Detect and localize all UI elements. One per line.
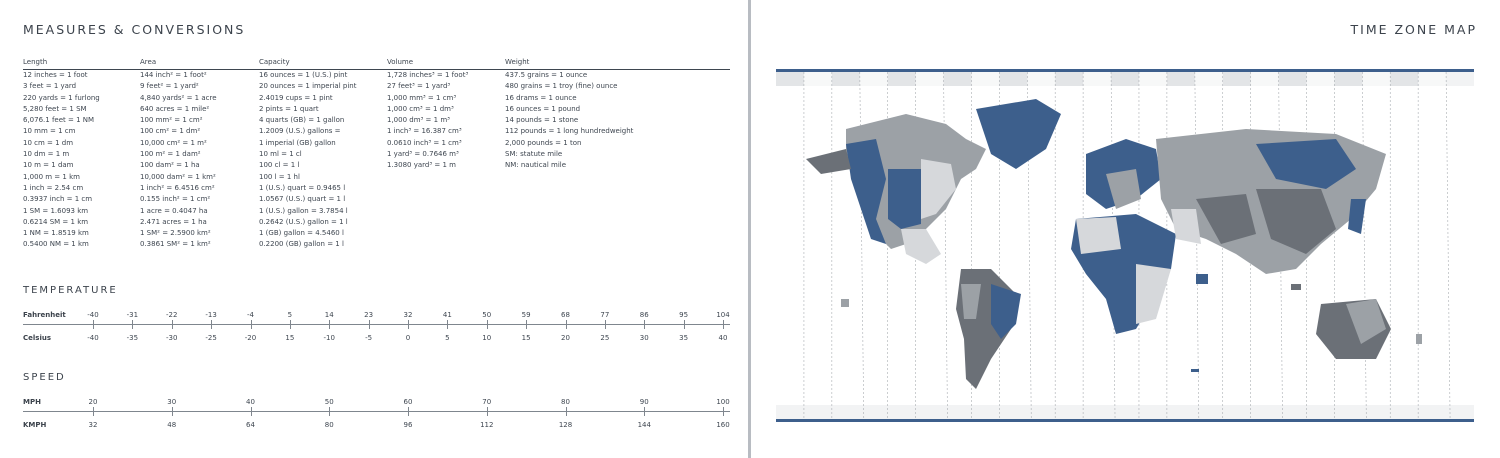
conversion-item: 437.5 grains = 1 ounce (505, 71, 588, 79)
conversion-item: 100 m² = 1 dam² (140, 150, 201, 159)
time-zone-world-map (776, 69, 1474, 422)
scale-bottom-value: 160 (716, 421, 730, 429)
conversion-item: 10,000 dam² = 1 km² (140, 172, 216, 181)
column-header: Volume (387, 58, 414, 66)
conversion-item: 6,076.1 feet = 1 NM (23, 116, 95, 125)
scale-top-value: 14 (324, 311, 334, 319)
speed-axis (23, 411, 730, 412)
scale-tick (408, 407, 409, 416)
scale-bottom-value: -20 (244, 334, 257, 342)
conversion-item: 1.2009 (U.S.) gallons = (259, 127, 341, 136)
scale-top-value: 23 (364, 311, 374, 319)
conversion-item: 1 SM = 1.6093 km (23, 206, 89, 215)
conversion-item: 100 cl = 1 l (259, 161, 300, 170)
column-header-rule (23, 69, 730, 70)
scale-top-value: 41 (442, 311, 452, 319)
south-america (956, 269, 1021, 389)
conversion-item: 1,000 m = 1 km (23, 172, 80, 181)
conversion-item: 0.3861 SM² = 1 km² (140, 240, 211, 249)
conversion-item: 10 ml = 1 cl (259, 150, 302, 159)
scale-top-value: 32 (403, 311, 413, 319)
conversion-item: 640 acres = 1 mile² (140, 104, 210, 113)
capacity-column (259, 57, 356, 251)
scale-top-value: 90 (639, 398, 649, 406)
conversion-item: 1,728 inches³ = 1 foot³ (387, 71, 469, 79)
weight-column (505, 57, 633, 172)
scale-bottom-value: 32 (88, 421, 98, 429)
column-header: Area (140, 58, 157, 66)
conversion-item: 1 (GB) gallon = 4.5460 l (259, 229, 344, 238)
scale-tick (487, 407, 488, 416)
zone-boundary (1446, 72, 1450, 419)
zone-cell (1139, 72, 1167, 86)
scale-bottom-value: -5 (365, 334, 373, 342)
zone-cell (888, 72, 916, 86)
zone-cell (1334, 72, 1362, 86)
scale-bottom-value: 40 (718, 334, 728, 342)
scale-top-value: 80 (561, 398, 570, 406)
zone-cell (832, 72, 860, 86)
greenland (976, 99, 1061, 169)
scale-tick (251, 320, 252, 329)
conversion-item: 1,000 mm³ = 1 cm³ (387, 93, 457, 102)
conversion-item: 1 inch = 2.54 cm (23, 183, 84, 192)
scale-tick (290, 320, 291, 329)
conversion-item: 144 inch² = 1 foot² (140, 71, 207, 79)
scale-top-value: 77 (600, 311, 610, 319)
scale-bottom-value: 15 (285, 334, 295, 342)
celsius-label: Celsius (23, 334, 51, 342)
conversion-item: 1 inch² = 6.4516 cm² (140, 183, 215, 192)
scale-bottom-value: 48 (167, 421, 177, 429)
conversion-item: 0.5400 NM = 1 km (23, 240, 89, 249)
zone-boundary (1362, 72, 1366, 419)
scale-bottom-value: -30 (166, 334, 178, 342)
section-title-temperature: TEMPERATURE (23, 285, 118, 296)
zone-cell (1083, 72, 1111, 86)
conversion-item: 1.3080 yard³ = 1 m (387, 161, 456, 170)
column-header: Weight (505, 58, 530, 66)
conversion-item: 1,000 cm³ = 1 dm³ (387, 104, 454, 113)
zone-cell (1111, 72, 1139, 86)
conversion-item: 100 cm² = 1 dm² (140, 127, 201, 136)
scale-bottom-value: 35 (679, 334, 689, 342)
scale-bottom-value: -10 (323, 334, 335, 342)
conversion-item: 16 ounces = 1 (U.S.) pint (259, 71, 348, 79)
scale-top-value: 40 (246, 398, 255, 406)
scale-tick (723, 320, 724, 329)
volume-column (387, 57, 468, 172)
scale-tick (329, 407, 330, 416)
scale-tick (605, 320, 606, 329)
scale-bottom-value: 80 (324, 421, 334, 429)
mph-label: MPH (23, 398, 41, 406)
scale-bottom-value: 96 (403, 421, 413, 429)
scale-bottom-value: -40 (87, 334, 99, 342)
scale-bottom-value: 30 (639, 334, 649, 342)
conversion-item: 4,840 yards² = 1 acre (140, 93, 217, 102)
column-header: Length (23, 58, 48, 66)
conversion-item: 2.4019 cups = 1 pint (259, 93, 333, 102)
conversion-item: 12 inches = 1 foot (23, 71, 88, 79)
zone-cell (999, 72, 1027, 86)
conversion-item: 1 NM = 1.8519 km (23, 229, 89, 238)
scale-bottom-value: 25 (600, 334, 610, 342)
scale-bottom-value: 10 (482, 334, 492, 342)
scale-tick (93, 320, 94, 329)
zone-cell (860, 72, 888, 86)
scale-tick (408, 320, 409, 329)
zone-cell (1279, 72, 1307, 86)
scale-top-value: 30 (167, 398, 177, 406)
conversion-item: 14 pounds = 1 stone (505, 116, 579, 125)
scale-bottom-value: 5 (445, 334, 450, 342)
conversion-item: 0.155 inch² = 1 cm² (140, 195, 211, 204)
scale-top-value: 59 (521, 311, 531, 319)
zone-cell (1418, 72, 1446, 86)
conversion-item: 10 dm = 1 m (23, 150, 70, 159)
scale-bottom-value: 15 (521, 334, 531, 342)
scale-tick (93, 407, 94, 416)
conversion-item: 100 l = 1 hl (259, 172, 300, 181)
scale-bottom-value: 144 (637, 421, 651, 429)
zone-cell (1195, 72, 1223, 86)
zone-cell (1390, 72, 1418, 86)
scale-tick (487, 320, 488, 329)
scale-top-value: 70 (482, 398, 492, 406)
conversion-item: 5,280 feet = 1 SM (23, 104, 87, 113)
zone-cell (1251, 72, 1279, 86)
conversion-item: 1,000 dm³ = 1 m³ (387, 116, 450, 125)
scale-tick (566, 407, 567, 416)
conversion-item: 112 pounds = 1 long hundredweight (505, 127, 634, 136)
conversion-item: 2 pints = 1 quart (259, 104, 319, 113)
conversion-item: 480 grains = 1 troy (fine) ounce (505, 82, 618, 91)
zone-cell (804, 72, 832, 86)
africa (1071, 214, 1176, 334)
scale-top-value: 104 (716, 311, 730, 319)
conversion-item: 0.2200 (GB) gallon = 1 l (259, 240, 344, 249)
australia (1316, 299, 1391, 359)
scale-bottom-value: -35 (126, 334, 139, 342)
scale-top-value: 68 (561, 311, 570, 319)
section-title-time-zone-map: TIME ZONE MAP (1350, 22, 1477, 37)
conversion-item: SM: statute mile (505, 150, 563, 159)
conversion-item: 20 ounces = 1 imperial pint (259, 82, 357, 91)
area-column (140, 57, 217, 251)
zone-cell (1223, 72, 1251, 86)
conversion-item: 220 yards = 1 furlong (23, 93, 100, 102)
section-title-speed: SPEED (23, 372, 66, 383)
conversion-item: 1 imperial (GB) gallon (259, 138, 336, 147)
scale-tick (132, 320, 133, 329)
scale-tick (566, 320, 567, 329)
europe (1086, 139, 1161, 209)
scale-bottom-value: 0 (405, 334, 411, 342)
conversion-item: 16 drams = 1 ounce (505, 93, 577, 102)
conversion-item: 100 mm² = 1 cm² (140, 116, 203, 125)
scale-tick (447, 320, 448, 329)
scale-tick (723, 407, 724, 416)
conversion-item: 0.2642 (U.S.) gallon = 1 l (259, 217, 348, 226)
scale-tick (644, 320, 645, 329)
scale-top-value: -4 (247, 311, 254, 319)
scale-top-value: 20 (88, 398, 98, 406)
scale-top-value: 50 (324, 398, 334, 406)
conversion-item: 10 m = 1 dam (23, 161, 74, 170)
scale-top-value: 95 (679, 311, 689, 319)
scale-top-value: -40 (87, 311, 99, 319)
zone-cell (1362, 72, 1390, 86)
fahrenheit-label: Fahrenheit (23, 311, 66, 319)
scale-tick (644, 407, 645, 416)
conversion-item: 27 feet³ = 1 yard³ (387, 82, 451, 91)
scale-top-value: -13 (205, 311, 217, 319)
conversion-item: 3 feet = 1 yard (23, 82, 77, 91)
scale-top-value: 5 (287, 311, 293, 319)
conversion-item: 1 yard³ = 0.7646 m³ (387, 150, 459, 159)
conversion-item: 1 SM² = 2.5900 km² (140, 229, 211, 238)
zone-cell (971, 72, 999, 86)
scale-bottom-value: -25 (205, 334, 217, 342)
conversion-item: 1 inch³ = 16.387 cm³ (387, 127, 462, 136)
scale-top-value: 86 (639, 311, 649, 319)
conversion-item: 2.471 acres = 1 ha (140, 217, 207, 226)
conversion-item: 1 (U.S.) gallon = 3.7854 l (259, 206, 348, 215)
conversion-item: 1 acre = 0.4047 ha (140, 206, 208, 215)
conversion-item: 4 quarts (GB) = 1 gallon (259, 116, 345, 125)
zone-boundary (860, 72, 864, 419)
section-title-measures: MEASURES & CONVERSIONS (23, 22, 246, 37)
scale-top-value: -22 (166, 311, 178, 319)
zone-cell (776, 72, 804, 86)
kmph-label: KMPH (23, 421, 47, 429)
column-header: Capacity (259, 58, 290, 66)
zone-cell (1167, 72, 1195, 86)
scale-top-value: -31 (126, 311, 139, 319)
scale-bottom-value: 64 (246, 421, 255, 429)
conversion-item: 2,000 pounds = 1 ton (505, 138, 582, 147)
conversion-item: 0.0610 inch³ = 1 cm³ (387, 138, 462, 147)
scale-tick (211, 320, 212, 329)
conversion-item: 9 feet² = 1 yard² (140, 82, 199, 91)
conversion-item: 1.0567 (U.S.) quart = 1 l (259, 195, 346, 204)
scale-top-value: 60 (403, 398, 413, 406)
conversion-item: 10,000 cm² = 1 m² (140, 138, 207, 147)
conversion-item: 0.3937 inch = 1 cm (23, 195, 93, 204)
conversion-item: 10 cm = 1 dm (23, 138, 74, 147)
conversion-item: 0.6214 SM = 1 km (23, 217, 89, 226)
zone-cell (1055, 72, 1083, 86)
scale-tick (526, 320, 527, 329)
scale-top-value: 50 (482, 311, 492, 319)
scale-tick (251, 407, 252, 416)
scale-bottom-value: 128 (558, 421, 573, 429)
scale-tick (684, 320, 685, 329)
length-column (23, 57, 100, 251)
conversion-item: NM: nautical mile (505, 161, 567, 170)
zone-cell (944, 72, 972, 86)
zone-cell (1027, 72, 1055, 86)
scale-tick (369, 320, 370, 329)
temperature-axis (23, 324, 730, 325)
conversion-item: 10 mm = 1 cm (23, 127, 76, 136)
conversion-item: 100 dam² = 1 ha (140, 161, 200, 170)
scale-bottom-value: 20 (561, 334, 570, 342)
scale-tick (172, 407, 173, 416)
zone-cell (916, 72, 944, 86)
asia (1156, 129, 1386, 274)
left-page (0, 0, 749, 458)
conversion-item: 16 ounces = 1 pound (505, 104, 581, 113)
zone-boundary (1195, 72, 1199, 419)
scale-bottom-value: 112 (480, 421, 494, 429)
conversion-item: 1 (U.S.) quart = 0.9465 l (259, 183, 346, 192)
right-page (751, 0, 1500, 458)
scale-tick (329, 320, 330, 329)
north-america (806, 114, 986, 264)
scale-tick (172, 320, 173, 329)
scale-top-value: 100 (716, 398, 730, 406)
zone-cell (1306, 72, 1334, 86)
